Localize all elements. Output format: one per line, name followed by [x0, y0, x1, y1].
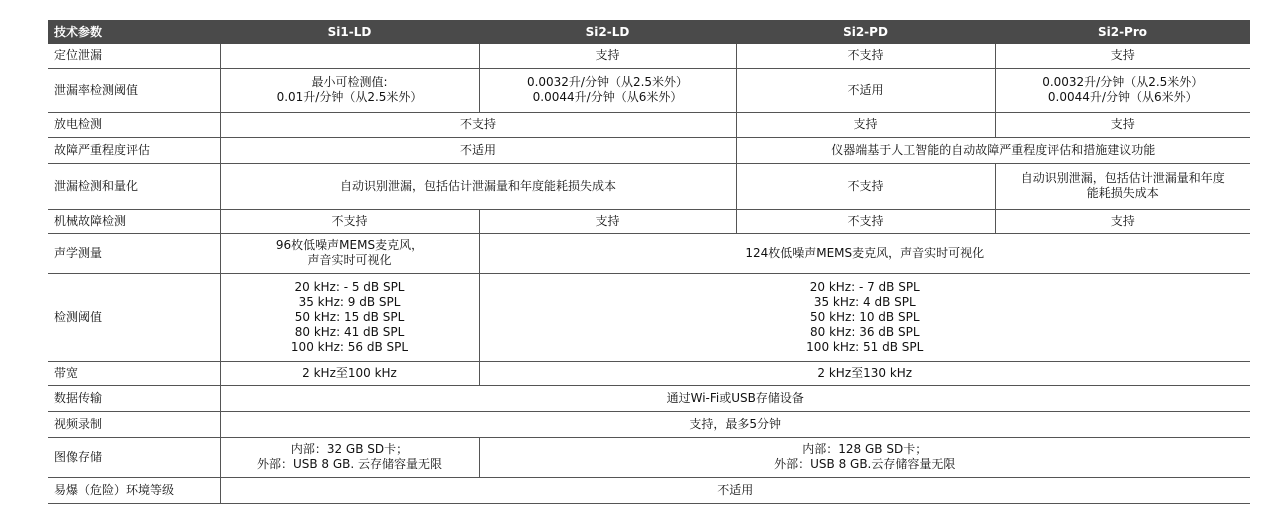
- table-cell: 2 kHz至130 kHz: [479, 361, 1250, 385]
- table-row: [48, 68, 1250, 112]
- row-label: 数据传输: [48, 385, 220, 411]
- row-label: 故障严重程度评估: [48, 137, 220, 163]
- row-label: 放电检测: [48, 112, 220, 137]
- table-cell: 支持: [995, 44, 1250, 68]
- table-cell: 96枚低噪声MEMS麦克风， 声音实时可视化: [220, 233, 479, 273]
- table-row: [48, 209, 1250, 233]
- table-cell: 20 kHz: - 5 dB SPL 35 kHz: 9 dB SPL 50 kHz: 15 dB SPL 80 kHz: 41 dB SPL 100 kHz: 56 dB SPL: [220, 273, 479, 361]
- table-cell: 20 kHz: - 7 dB SPL 35 kHz: 4 dB SPL 50 kHz: 10 dB SPL 80 kHz: 36 dB SPL 100 kHz: 51 dB SPL: [479, 273, 1250, 361]
- table-cell: 不支持: [220, 209, 479, 233]
- header-si2-pd: Si2-PD: [736, 20, 995, 44]
- table-cell: 不支持: [220, 112, 736, 137]
- row-label: 检测阈值: [48, 273, 220, 361]
- table-cell: 通过Wi-Fi或USB存储设备: [220, 385, 1250, 411]
- table-cell: 支持: [479, 209, 736, 233]
- table-cell: 不支持: [736, 44, 995, 68]
- header-param: 技术参数: [48, 20, 220, 44]
- table-row: [48, 44, 1250, 68]
- row-label: 机械故障检测: [48, 209, 220, 233]
- row-label: 图像存储: [48, 437, 220, 477]
- row-label: 视频录制: [48, 411, 220, 437]
- table-cell: 不支持: [736, 209, 995, 233]
- table-cell: 支持: [736, 112, 995, 137]
- table-cell: 支持，最多5分钟: [220, 411, 1250, 437]
- table-row: [48, 361, 1250, 385]
- row-label: 易爆（危险）环境等级: [48, 477, 220, 503]
- table-row: [48, 411, 1250, 437]
- header-si2-pro: Si2-Pro: [995, 20, 1250, 44]
- table-cell: 支持: [995, 209, 1250, 233]
- table-row: [48, 437, 1250, 477]
- table-row: [48, 163, 1250, 209]
- table-cell: 2 kHz至100 kHz: [220, 361, 479, 385]
- table-cell: 仪器端基于人工智能的自动故障严重程度评估和措施建议功能: [736, 137, 1250, 163]
- table-cell: 124枚低噪声MEMS麦克风，声音实时可视化: [479, 233, 1250, 273]
- table-cell: 自动识别泄漏，包括估计泄漏量和年度能耗损失成本: [220, 163, 736, 209]
- table-row: [48, 112, 1250, 137]
- table-cell: 0.0032升/分钟（从2.5米外） 0.0044升/分钟（从6米外）: [479, 68, 736, 112]
- table-cell: 支持: [995, 112, 1250, 137]
- header-row: [48, 20, 1250, 44]
- row-label: 泄漏检测和量化: [48, 163, 220, 209]
- table-row: [48, 137, 1250, 163]
- table-cell: [220, 44, 479, 68]
- table-row: [48, 273, 1250, 361]
- table-cell: 0.0032升/分钟（从2.5米外） 0.0044升/分钟（从6米外）: [995, 68, 1250, 112]
- table-cell: 最小可检测值: 0.01升/分钟（从2.5米外）: [220, 68, 479, 112]
- table-cell: 内部：128 GB SD卡； 外部：USB 8 GB.云存储容量无限: [479, 437, 1250, 477]
- table-row: [48, 233, 1250, 273]
- table-cell: 不支持: [736, 163, 995, 209]
- row-label: 泄漏率检测阈值: [48, 68, 220, 112]
- table-cell: 不适用: [736, 68, 995, 112]
- table-cell: 不适用: [220, 477, 1250, 503]
- header-si2-ld: Si2-LD: [479, 20, 736, 44]
- table-cell: 内部：32 GB SD卡； 外部：USB 8 GB. 云存储容量无限: [220, 437, 479, 477]
- table-cell: 不适用: [220, 137, 736, 163]
- table-row: [48, 477, 1250, 503]
- row-label: 带宽: [48, 361, 220, 385]
- row-label: 定位泄漏: [48, 44, 220, 68]
- table-row: [48, 385, 1250, 411]
- table-cell: 自动识别泄漏，包括估计泄漏量和年度 能耗损失成本: [995, 163, 1250, 209]
- spec-table: [48, 20, 1250, 504]
- header-si1-ld: Si1-LD: [220, 20, 479, 44]
- table-cell: 支持: [479, 44, 736, 68]
- row-label: 声学测量: [48, 233, 220, 273]
